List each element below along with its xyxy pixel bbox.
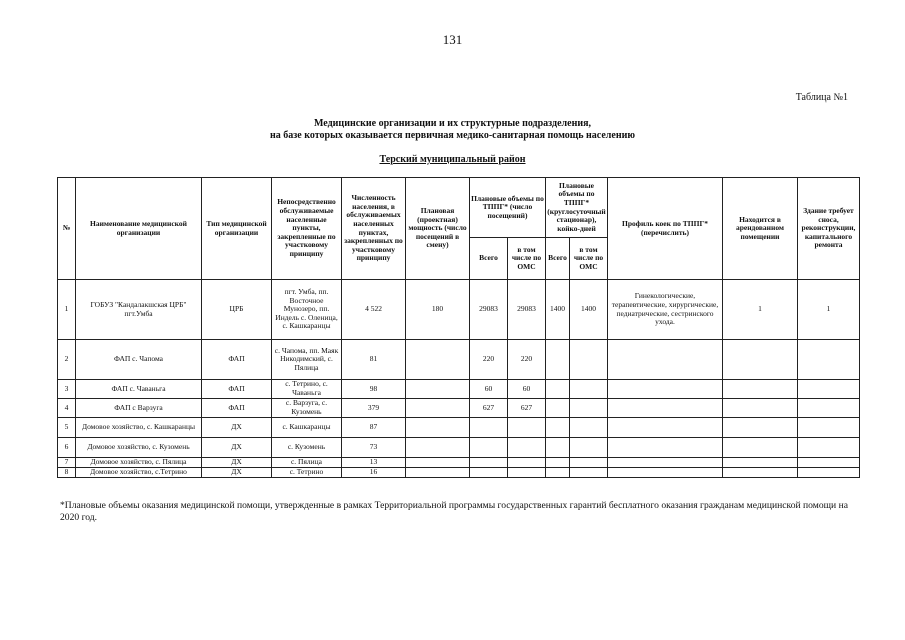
title-line-1: Медицинские организации и их структурные подразделения,	[314, 118, 591, 129]
cell-beds-oms	[570, 399, 608, 418]
table-row	[58, 380, 860, 399]
cell-visits-total: 29083	[470, 280, 508, 340]
document-title	[0, 118, 905, 142]
cell-beds-oms: 1400	[570, 280, 608, 340]
header-outpatient-oms: в том числе по ОМС	[508, 238, 546, 280]
cell-num: 3	[58, 380, 76, 399]
table-row	[58, 468, 860, 478]
header-name: Наименование медицинской организации	[76, 178, 202, 280]
cell-type: ФАП	[202, 380, 272, 399]
page-number: 131	[442, 32, 463, 47]
table-row	[58, 280, 860, 340]
cell-visits-total: 627	[470, 399, 508, 418]
cell-type: ДХ	[202, 438, 272, 458]
cell-repair	[798, 399, 860, 418]
cell-num: 6	[58, 438, 76, 458]
header-inpatient-total: Всего	[546, 238, 570, 280]
cell-visits-oms	[508, 418, 546, 438]
cell-repair	[798, 418, 860, 438]
cell-repair: 1	[798, 280, 860, 340]
cell-rented	[723, 468, 798, 478]
table-row	[58, 340, 860, 380]
cell-rented	[723, 418, 798, 438]
cell-capacity	[406, 438, 470, 458]
cell-beds-total	[546, 340, 570, 380]
cell-population: 73	[342, 438, 406, 458]
cell-name: ФАП с. Чапома	[76, 340, 202, 380]
cell-visits-total	[470, 458, 508, 468]
cell-type: ДХ	[202, 468, 272, 478]
cell-name: ГОБУЗ "Кандалакшская ЦРБ" пгт.Умба	[76, 280, 202, 340]
cell-beds-total	[546, 399, 570, 418]
cell-beds-total	[546, 418, 570, 438]
cell-capacity	[406, 458, 470, 468]
cell-type: ДХ	[202, 418, 272, 438]
cell-visits-oms	[508, 438, 546, 458]
cell-num: 8	[58, 468, 76, 478]
header-outpatient: Плановые объемы по ТППГ* (число посещений)	[470, 178, 546, 238]
cell-beds-total	[546, 380, 570, 399]
cell-rented	[723, 438, 798, 458]
cell-rented	[723, 399, 798, 418]
header-capacity: Плановая (проектная) мощность (число посещений в смену)	[406, 178, 470, 280]
cell-repair	[798, 468, 860, 478]
cell-points: с. Чапома, пп. Маяк Никодимский, с. Пялица	[272, 340, 342, 380]
cell-points: пгт. Умба, пп. Восточное Мунозеро, пп. Индель с. Оленица, с. Кашкаранцы	[272, 280, 342, 340]
cell-beds-oms	[570, 438, 608, 458]
cell-repair	[798, 380, 860, 399]
cell-beds-oms	[570, 340, 608, 380]
cell-capacity	[406, 380, 470, 399]
cell-profile	[608, 458, 723, 468]
cell-points: с. Тетрино, с. Чаваньга	[272, 380, 342, 399]
footnote: *Плановые объемы оказания медицинской помощи, утвержденные в рамках Территориальной программы государственных гарантий бесплатного оказания гражданам медицинской помощи на 2020 год.	[60, 500, 848, 523]
cell-profile	[608, 380, 723, 399]
cell-capacity	[406, 418, 470, 438]
cell-profile	[608, 438, 723, 458]
cell-num: 4	[58, 399, 76, 418]
organizations-table	[57, 177, 860, 478]
cell-population: 81	[342, 340, 406, 380]
cell-rented	[723, 380, 798, 399]
cell-population: 379	[342, 399, 406, 418]
cell-beds-total	[546, 468, 570, 478]
cell-population: 87	[342, 418, 406, 438]
cell-population: 16	[342, 468, 406, 478]
cell-profile	[608, 340, 723, 380]
cell-visits-total: 220	[470, 340, 508, 380]
cell-rented	[723, 458, 798, 468]
cell-repair	[798, 458, 860, 468]
district-heading: Терский муниципальный район	[379, 154, 526, 165]
cell-repair	[798, 438, 860, 458]
cell-rented	[723, 340, 798, 380]
cell-type: ДХ	[202, 458, 272, 468]
header-type: Тип медицинской организации	[202, 178, 272, 280]
cell-num: 5	[58, 418, 76, 438]
cell-num: 7	[58, 458, 76, 468]
header-inpatient-oms: в том числе по ОМС	[570, 238, 608, 280]
header-num: №	[58, 178, 76, 280]
cell-name: ФАП с Варзуга	[76, 399, 202, 418]
cell-points: с. Тетрино	[272, 468, 342, 478]
cell-population: 4 522	[342, 280, 406, 340]
cell-visits-oms	[508, 458, 546, 468]
cell-visits-total: 60	[470, 380, 508, 399]
cell-visits-oms: 627	[508, 399, 546, 418]
cell-capacity	[406, 340, 470, 380]
cell-capacity	[406, 468, 470, 478]
cell-name: ФАП с. Чаваньга	[76, 380, 202, 399]
cell-beds-oms	[570, 458, 608, 468]
table-number: Таблица №1	[795, 92, 848, 103]
cell-num: 1	[58, 280, 76, 340]
cell-profile	[608, 418, 723, 438]
cell-visits-oms: 220	[508, 340, 546, 380]
table-row	[58, 399, 860, 418]
title-line-2: на базе которых оказывается первичная медико-санитарная помощь населению	[270, 130, 635, 141]
cell-visits-total	[470, 418, 508, 438]
cell-profile: Гинекологические, терапевтические, хирургические, педиатрические, сестринского ухода.	[608, 280, 723, 340]
table-row	[58, 458, 860, 468]
header-inpatient: Плановые объемы по ТППГ* (круглосуточный стационар), койко-дней	[546, 178, 608, 238]
header-served-points: Непосредственно обслуживаемые населенные пункты, закрепленные по участковому принципу	[272, 178, 342, 280]
cell-visits-oms	[508, 468, 546, 478]
cell-visits-oms: 60	[508, 380, 546, 399]
cell-capacity	[406, 399, 470, 418]
header-outpatient-total: Всего	[470, 238, 508, 280]
header-repair: Здание требует сноса, реконструкции, капитального ремонта	[798, 178, 860, 280]
cell-beds-total	[546, 458, 570, 468]
table-row	[58, 418, 860, 438]
cell-type: ФАП	[202, 340, 272, 380]
header-rented: Находится в арендованном помещении	[723, 178, 798, 280]
cell-beds-total: 1400	[546, 280, 570, 340]
cell-points: с. Варзуга, с. Кузомень	[272, 399, 342, 418]
cell-name: Домовое хозяйство, с. Пялица	[76, 458, 202, 468]
cell-name: Домовое хозяйство, с. Кузомень	[76, 438, 202, 458]
cell-beds-oms	[570, 418, 608, 438]
header-row	[58, 178, 860, 238]
cell-visits-oms: 29083	[508, 280, 546, 340]
header-profile: Профиль коек по ТППГ* (перечислить)	[608, 178, 723, 280]
cell-capacity: 180	[406, 280, 470, 340]
cell-num: 2	[58, 340, 76, 380]
cell-population: 98	[342, 380, 406, 399]
cell-rented: 1	[723, 280, 798, 340]
cell-profile	[608, 468, 723, 478]
cell-population: 13	[342, 458, 406, 468]
cell-beds-oms	[570, 380, 608, 399]
cell-repair	[798, 340, 860, 380]
cell-points: с. Кузомень	[272, 438, 342, 458]
cell-visits-total	[470, 468, 508, 478]
cell-beds-oms	[570, 468, 608, 478]
header-population: Численность населения, в обслуживаемых населенных пунктах, закрепленных по участковому принципу	[342, 178, 406, 280]
cell-points: с. Пялица	[272, 458, 342, 468]
cell-visits-total	[470, 438, 508, 458]
cell-profile	[608, 399, 723, 418]
table-row	[58, 438, 860, 458]
cell-type: ЦРБ	[202, 280, 272, 340]
cell-type: ФАП	[202, 399, 272, 418]
cell-name: Домовое хозяйство, с. Кашкаранцы	[76, 418, 202, 438]
cell-name: Домовое хозяйство, с.Тетрино	[76, 468, 202, 478]
cell-points: с. Кашкаранцы	[272, 418, 342, 438]
cell-beds-total	[546, 438, 570, 458]
